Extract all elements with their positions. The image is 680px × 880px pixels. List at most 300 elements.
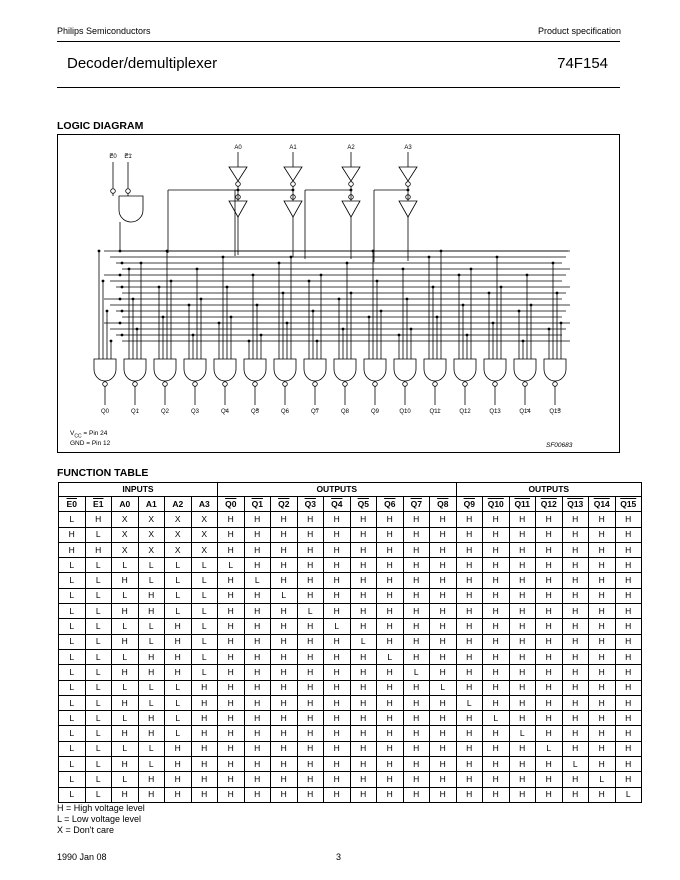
table-cell: H (244, 542, 271, 557)
table-cell: L (59, 772, 86, 787)
table-cell: H (483, 527, 510, 542)
table-cell: H (589, 527, 616, 542)
table-cell: L (297, 604, 324, 619)
table-row (59, 726, 642, 741)
table-column-header (297, 497, 324, 512)
output-label: Q2 (160, 409, 170, 415)
address-label: A2 (347, 145, 355, 151)
table-cell: H (271, 680, 298, 695)
table-cell: L (218, 558, 245, 573)
junction-dot (140, 262, 143, 265)
table-cell: H (483, 741, 510, 756)
junction-dot (398, 334, 401, 337)
output-nand-gate (244, 359, 266, 381)
table-cell: H (456, 726, 483, 741)
table-cell: H (218, 588, 245, 603)
table-cell: H (244, 726, 271, 741)
table-cell: H (377, 588, 404, 603)
junction-dot (466, 334, 469, 337)
table-row (59, 588, 642, 603)
table-cell: H (324, 665, 351, 680)
power-note-gnd: GND = Pin 12 (70, 440, 111, 448)
table-cell: H (536, 757, 563, 772)
table-cell: H (138, 649, 165, 664)
table-cell: H (430, 604, 457, 619)
table-cell: H (562, 634, 589, 649)
junction-dot (192, 334, 195, 337)
inversion-bubble (523, 382, 528, 387)
output-nand-gate (304, 359, 326, 381)
table-cell: H (377, 512, 404, 527)
header-rule (57, 41, 620, 42)
junction-dot (462, 304, 465, 307)
column-label: Q14 (593, 498, 610, 509)
table-cell: H (430, 588, 457, 603)
table-cell: L (59, 665, 86, 680)
table-cell: H (297, 757, 324, 772)
table-cell: H (218, 757, 245, 772)
junction-dot (119, 298, 122, 301)
table-cell: H (536, 588, 563, 603)
table-cell: H (509, 634, 536, 649)
table-cell: H (536, 604, 563, 619)
table-cell: H (562, 649, 589, 664)
table-cell: L (165, 588, 192, 603)
table-cell: L (191, 604, 218, 619)
junction-dot (428, 256, 431, 259)
table-cell: L (112, 558, 139, 573)
table-cell: L (59, 757, 86, 772)
table-cell: H (589, 649, 616, 664)
column-label: Q5 (357, 498, 369, 509)
table-cell: L (59, 588, 86, 603)
table-cell: H (483, 757, 510, 772)
table-cell: H (562, 604, 589, 619)
output-nand-gate (274, 359, 296, 381)
table-cell: H (456, 787, 483, 802)
table-row (59, 757, 642, 772)
inversion-bubble (283, 382, 288, 387)
table-cell: H (615, 512, 642, 527)
table-cell: H (562, 512, 589, 527)
table-cell: H (165, 772, 192, 787)
table-cell: H (350, 619, 377, 634)
table-cell: H (112, 604, 139, 619)
output-label: Q6 (280, 409, 290, 415)
table-cell: H (430, 772, 457, 787)
junction-dot (170, 280, 173, 283)
table-cell: H (456, 649, 483, 664)
table-cell: H (536, 542, 563, 557)
output-label: Q5 (250, 409, 260, 415)
table-cell: H (350, 527, 377, 542)
table-cell: H (112, 573, 139, 588)
table-cell: L (59, 573, 86, 588)
junction-dot (226, 286, 229, 289)
table-cell: H (271, 512, 298, 527)
inverter (229, 201, 247, 217)
table-cell: H (615, 757, 642, 772)
table-cell: H (377, 573, 404, 588)
table-column-header (218, 497, 245, 512)
inversion-bubble (223, 382, 228, 387)
table-cell: H (324, 726, 351, 741)
table-cell: H (165, 757, 192, 772)
inversion-bubble (313, 382, 318, 387)
table-cell: H (483, 558, 510, 573)
table-cell: H (562, 711, 589, 726)
table-cell: X (138, 542, 165, 557)
table-cell: H (244, 512, 271, 527)
junction-dot (436, 316, 439, 319)
table-cell: X (191, 527, 218, 542)
table-cell: H (536, 680, 563, 695)
table-cell: H (562, 772, 589, 787)
table-cell: L (138, 558, 165, 573)
table-cell: H (483, 512, 510, 527)
table-cell: L (85, 680, 112, 695)
table-cell: H (430, 512, 457, 527)
table-cell: H (112, 757, 139, 772)
table-cell: H (430, 634, 457, 649)
legend-dont-care: X = Don't care (57, 825, 114, 835)
table-cell: H (536, 772, 563, 787)
table-cell: L (165, 604, 192, 619)
inverter (399, 201, 417, 217)
junction-dot (376, 280, 379, 283)
table-cell: L (165, 680, 192, 695)
table-cell: L (456, 695, 483, 710)
junction-dot (222, 256, 225, 259)
table-cell: L (165, 711, 192, 726)
table-cell: H (324, 558, 351, 573)
table-cell: L (138, 573, 165, 588)
table-cell: H (350, 711, 377, 726)
table-cell: L (85, 787, 112, 802)
table-cell: X (112, 512, 139, 527)
inversion-bubble (126, 189, 131, 194)
table-cell: H (191, 680, 218, 695)
junction-dot (458, 274, 461, 277)
table-cell: H (483, 588, 510, 603)
table-cell: H (191, 711, 218, 726)
table-cell: H (536, 573, 563, 588)
table-cell: H (218, 512, 245, 527)
inversion-bubble (253, 382, 258, 387)
table-cell: L (377, 649, 404, 664)
document-title: Decoder/demultiplexer (67, 55, 218, 72)
table-cell: H (562, 558, 589, 573)
table-row (59, 619, 642, 634)
inversion-bubble (103, 382, 108, 387)
table-cell: H (562, 573, 589, 588)
inversion-bubble (349, 182, 354, 187)
junction-dot (218, 322, 221, 325)
table-cell: H (271, 787, 298, 802)
junction-dot (518, 310, 521, 313)
table-row (59, 741, 642, 756)
function-table-heading: FUNCTION TABLE (57, 467, 149, 479)
table-cell: H (483, 542, 510, 557)
table-row (59, 772, 642, 787)
table-column-header (350, 497, 377, 512)
table-cell: H (271, 665, 298, 680)
table-cell: H (138, 772, 165, 787)
table-cell: H (456, 588, 483, 603)
table-cell: H (350, 512, 377, 527)
table-cell: H (244, 634, 271, 649)
junction-dot (492, 322, 495, 325)
table-cell: L (85, 711, 112, 726)
table-cell: L (244, 573, 271, 588)
table-cell: L (165, 695, 192, 710)
table-cell: L (324, 619, 351, 634)
table-column-header-row (59, 497, 642, 512)
inversion-bubble (433, 382, 438, 387)
table-cell: H (615, 573, 642, 588)
enable-label: E0 (109, 154, 117, 160)
table-column-header (377, 497, 404, 512)
table-cell: H (456, 527, 483, 542)
table-cell: H (509, 542, 536, 557)
junction-dot (230, 316, 233, 319)
table-cell: L (615, 787, 642, 802)
table-cell: H (324, 649, 351, 664)
table-column-header (589, 497, 616, 512)
table-cell: H (615, 695, 642, 710)
table-cell: H (403, 757, 430, 772)
table-cell: L (191, 634, 218, 649)
table-cell: H (403, 695, 430, 710)
table-cell: H (403, 711, 430, 726)
table-cell: H (324, 634, 351, 649)
output-label: Q11 (429, 409, 441, 415)
address-label: A1 (289, 145, 297, 151)
junction-dot (121, 262, 124, 265)
table-cell: X (138, 512, 165, 527)
table-cell: X (165, 512, 192, 527)
junction-dot (342, 328, 345, 331)
table-cell: H (589, 695, 616, 710)
junction-dot (320, 274, 323, 277)
table-cell: H (297, 512, 324, 527)
table-cell: H (483, 695, 510, 710)
column-label: Q0 (225, 498, 237, 509)
table-cell: H (509, 558, 536, 573)
table-cell: H (403, 604, 430, 619)
table-cell: H (509, 604, 536, 619)
junction-dot (316, 340, 319, 343)
table-cell: L (59, 787, 86, 802)
table-cell: H (430, 787, 457, 802)
table-cell: L (430, 680, 457, 695)
table-cell: H (350, 542, 377, 557)
output-nand-gate (364, 359, 386, 381)
junction-dot (119, 274, 122, 277)
table-cell: L (85, 741, 112, 756)
table-cell: H (430, 726, 457, 741)
table-cell: H (218, 726, 245, 741)
table-cell: H (562, 741, 589, 756)
enable-and-gate (119, 196, 143, 222)
table-cell: H (297, 741, 324, 756)
table-cell: H (85, 542, 112, 557)
table-cell: H (377, 787, 404, 802)
table-cell: L (191, 588, 218, 603)
table-cell: H (430, 665, 457, 680)
inversion-bubble (343, 382, 348, 387)
table-cell: H (456, 634, 483, 649)
table-cell: H (562, 527, 589, 542)
table-cell: H (403, 512, 430, 527)
table-cell: H (138, 787, 165, 802)
table-cell: H (165, 665, 192, 680)
table-cell: H (403, 680, 430, 695)
table-cell: H (377, 726, 404, 741)
table-cell: H (615, 649, 642, 664)
table-cell: H (244, 604, 271, 619)
table-cell: H (403, 726, 430, 741)
column-label: E0 (66, 498, 77, 509)
table-legend (57, 803, 145, 836)
table-cell: L (112, 772, 139, 787)
table-cell: H (536, 665, 563, 680)
column-label: Q13 (567, 498, 584, 509)
table-cell: H (589, 741, 616, 756)
table-cell: H (589, 665, 616, 680)
table-cell: H (456, 680, 483, 695)
table-cell: L (536, 741, 563, 756)
table-cell: H (377, 619, 404, 634)
junction-dot (256, 304, 259, 307)
inversion-bubble (111, 189, 116, 194)
junction-dot (488, 292, 491, 295)
table-cell: L (191, 558, 218, 573)
table-cell: L (59, 619, 86, 634)
table-cell: H (509, 512, 536, 527)
table-cell: H (456, 619, 483, 634)
table-cell: L (191, 619, 218, 634)
table-cell: L (85, 573, 112, 588)
output-label: Q10 (399, 409, 411, 415)
table-cell: H (271, 741, 298, 756)
table-cell: L (85, 757, 112, 772)
junction-dot (560, 322, 563, 325)
table-cell: H (244, 757, 271, 772)
table-cell: H (615, 772, 642, 787)
output-nand-gate (334, 359, 356, 381)
junction-dot (308, 280, 311, 283)
table-cell: L (112, 588, 139, 603)
table-column-header (85, 497, 112, 512)
column-label: Q12 (540, 498, 557, 509)
table-cell: H (350, 573, 377, 588)
table-cell: H (483, 634, 510, 649)
table-cell: H (377, 680, 404, 695)
table-row (59, 527, 642, 542)
table-cell: H (403, 558, 430, 573)
table-cell: H (483, 665, 510, 680)
table-cell: H (430, 573, 457, 588)
inversion-bubble (163, 382, 168, 387)
inversion-bubble (373, 382, 378, 387)
table-cell: H (483, 573, 510, 588)
table-cell: H (244, 695, 271, 710)
table-cell: H (509, 588, 536, 603)
table-cell: L (483, 711, 510, 726)
junction-dot (406, 298, 409, 301)
table-cell: H (324, 588, 351, 603)
output-label: Q8 (340, 409, 350, 415)
table-column-header (191, 497, 218, 512)
table-cell: H (456, 512, 483, 527)
table-cell: H (165, 634, 192, 649)
table-cell: H (615, 634, 642, 649)
table-group-header: OUTPUTS (456, 483, 642, 497)
table-cell: H (324, 741, 351, 756)
junction-dot (346, 262, 349, 265)
junction-dot (158, 286, 161, 289)
power-note-sub: CC (74, 433, 82, 440)
table-cell: H (509, 695, 536, 710)
table-cell: H (218, 604, 245, 619)
table-column-header (165, 497, 192, 512)
part-number: 74F154 (557, 55, 608, 72)
table-cell: H (350, 558, 377, 573)
table-cell: H (403, 787, 430, 802)
legend-low: L = Low voltage level (57, 814, 141, 824)
table-cell: H (218, 619, 245, 634)
table-cell: H (244, 772, 271, 787)
table-cell: L (85, 665, 112, 680)
output-nand-gate (394, 359, 416, 381)
column-label: Q15 (620, 498, 637, 509)
output-label: Q3 (190, 409, 200, 415)
table-cell: H (430, 741, 457, 756)
column-label: A1 (145, 498, 157, 509)
junction-dot (290, 256, 293, 259)
table-column-header (112, 497, 139, 512)
table-row (59, 542, 642, 557)
table-cell: L (191, 665, 218, 680)
table-cell: H (509, 741, 536, 756)
column-label: Q4 (331, 498, 343, 509)
column-label: A0 (119, 498, 131, 509)
table-cell: H (244, 558, 271, 573)
column-label: A2 (172, 498, 184, 509)
table-cell: H (430, 527, 457, 542)
table-cell: H (324, 680, 351, 695)
table-cell: H (589, 588, 616, 603)
table-cell: X (112, 527, 139, 542)
table-cell: H (244, 680, 271, 695)
table-cell: H (350, 665, 377, 680)
table-row (59, 711, 642, 726)
junction-dot (132, 298, 135, 301)
table-cell: H (377, 772, 404, 787)
junction-dot (110, 340, 113, 343)
junction-dot (260, 334, 263, 337)
table-cell: L (138, 757, 165, 772)
table-cell: H (509, 757, 536, 772)
table-cell: L (59, 741, 86, 756)
table-cell: L (562, 757, 589, 772)
table-cell: H (218, 573, 245, 588)
table-row (59, 573, 642, 588)
table-group-header-row (59, 483, 642, 497)
table-cell: L (59, 726, 86, 741)
junction-dot (556, 292, 559, 295)
